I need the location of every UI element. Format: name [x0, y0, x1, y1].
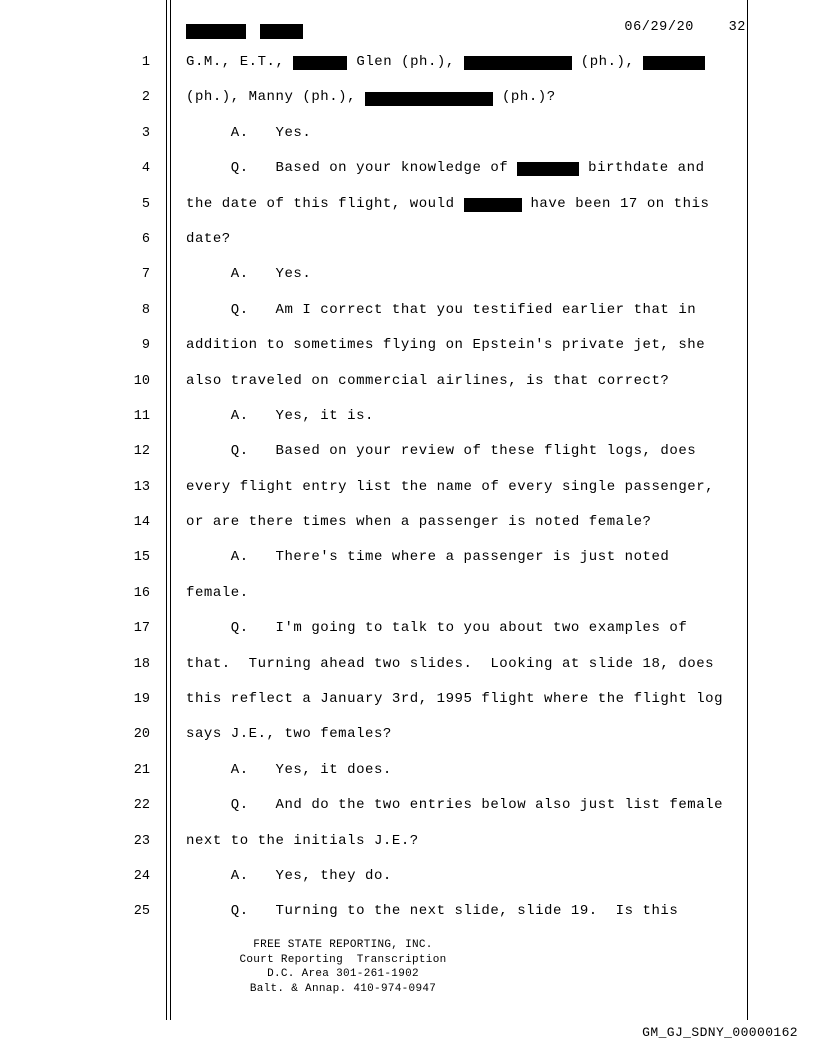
transcript-line — [0, 512, 816, 547]
line-number: 13 — [133, 479, 150, 495]
transcript-line — [0, 547, 816, 582]
line-number: 21 — [133, 762, 150, 778]
transcript-line — [0, 724, 816, 759]
line-number: 24 — [133, 868, 150, 884]
line-text: Q. Turning to the next slide, slide 19. Is this — [186, 903, 679, 920]
transcript-line — [0, 866, 816, 901]
line-number: 12 — [133, 444, 150, 460]
header-date: 06/29/20 — [624, 20, 694, 35]
line-number: 25 — [133, 904, 150, 920]
transcript-line — [0, 760, 816, 795]
transcript-line — [0, 654, 816, 689]
transcript-lines — [0, 52, 816, 937]
redaction-block — [365, 92, 493, 106]
line-text: female. — [186, 584, 249, 601]
transcript-line — [0, 123, 816, 158]
line-text: says J.E., two females? — [186, 726, 392, 743]
header-page-number: 32 — [728, 20, 746, 35]
line-text: A. There's time where a passenger is just noted — [186, 549, 670, 566]
line-number: 17 — [133, 621, 150, 637]
transcript-line — [0, 831, 816, 866]
line-text: Q. I'm going to talk to you about two examples of — [186, 620, 688, 637]
transcript-line — [0, 158, 816, 193]
line-text: Q. Am I correct that you testified earlier that in — [186, 301, 697, 318]
transcript-line — [0, 264, 816, 299]
transcript-line — [0, 689, 816, 724]
line-text: A. Yes, it does. — [186, 761, 392, 778]
footer-line-3: D.C. Area 301-261-1902 — [267, 968, 419, 980]
line-number: 22 — [133, 798, 150, 814]
line-text: the date of this flight, would have been 17 on this — [186, 195, 710, 212]
line-text: Q. Based on your review of these flight logs, does — [186, 443, 697, 460]
transcript-line — [0, 194, 816, 229]
line-number: 5 — [141, 196, 150, 212]
redaction-block — [186, 24, 246, 39]
line-text: that. Turning ahead two slides. Looking at slide 18, does — [186, 655, 715, 672]
transcript-line — [0, 477, 816, 512]
transcript-line — [0, 441, 816, 476]
line-number: 3 — [141, 125, 150, 141]
bates-number: GM_GJ_SDNY_00000162 — [642, 1025, 798, 1040]
line-text: (ph.), Manny (ph.), (ph.)? — [186, 89, 556, 106]
line-text: Q. Based on your knowledge of birthdate and — [186, 160, 705, 177]
line-text: A. Yes, they do. — [186, 867, 392, 884]
transcript-line — [0, 583, 816, 618]
line-number: 14 — [133, 515, 150, 531]
line-text: next to the initials J.E.? — [186, 832, 419, 849]
transcript-line — [0, 335, 816, 370]
line-text: this reflect a January 3rd, 1995 flight where the flight log — [186, 691, 724, 708]
line-number: 19 — [133, 692, 150, 708]
line-text: A. Yes. — [186, 124, 312, 141]
transcript-line — [0, 229, 816, 264]
line-number: 9 — [141, 338, 150, 354]
redaction-block — [643, 56, 705, 70]
line-number: 10 — [133, 373, 150, 389]
line-text: addition to sometimes flying on Epstein's private jet, she — [186, 337, 706, 354]
transcript-line — [0, 795, 816, 830]
line-number: 20 — [133, 727, 150, 743]
line-text: A. Yes, it is. — [186, 407, 374, 424]
line-number: 16 — [133, 585, 150, 601]
transcript-line — [0, 300, 816, 335]
line-number: 4 — [141, 161, 150, 177]
redaction-block — [464, 198, 522, 212]
redaction-block — [464, 56, 572, 70]
footer-line-2: Court Reporting Transcription — [239, 953, 447, 966]
line-text: or are there times when a passenger is noted female? — [186, 514, 652, 531]
transcript-line — [0, 901, 816, 936]
footer-line-1: FREE STATE REPORTING, INC. — [253, 939, 433, 951]
line-number: 2 — [141, 90, 150, 106]
line-number: 6 — [141, 231, 150, 247]
line-number: 18 — [133, 656, 150, 672]
line-text: Q. And do the two entries below also just list female — [186, 797, 724, 814]
transcript-line — [0, 406, 816, 441]
line-number: 15 — [133, 550, 150, 566]
line-number: 11 — [133, 408, 150, 424]
line-number: 7 — [141, 267, 150, 283]
line-number: 23 — [133, 833, 150, 849]
line-text: also traveled on commercial airlines, is that correct? — [186, 372, 670, 389]
redaction-block — [260, 24, 303, 39]
page-header — [186, 20, 746, 44]
line-text: G.M., E.T., Glen (ph.), (ph.), — [186, 52, 705, 72]
transcript-line — [0, 87, 816, 122]
line-number: 8 — [141, 302, 150, 318]
transcript-line — [0, 52, 816, 87]
redaction-block — [293, 56, 347, 70]
line-text: every flight entry list the name of every single passenger, — [186, 478, 715, 495]
line-number: 1 — [141, 55, 150, 70]
footer-line-4: Balt. & Annap. 410-974-0947 — [249, 982, 437, 995]
line-text: A. Yes. — [186, 266, 312, 283]
header-redaction-group — [186, 23, 303, 41]
page-footer — [0, 938, 816, 996]
transcript-line — [0, 618, 816, 653]
line-text: date? — [186, 230, 231, 247]
transcript-line — [0, 371, 816, 406]
redaction-block — [517, 162, 579, 176]
